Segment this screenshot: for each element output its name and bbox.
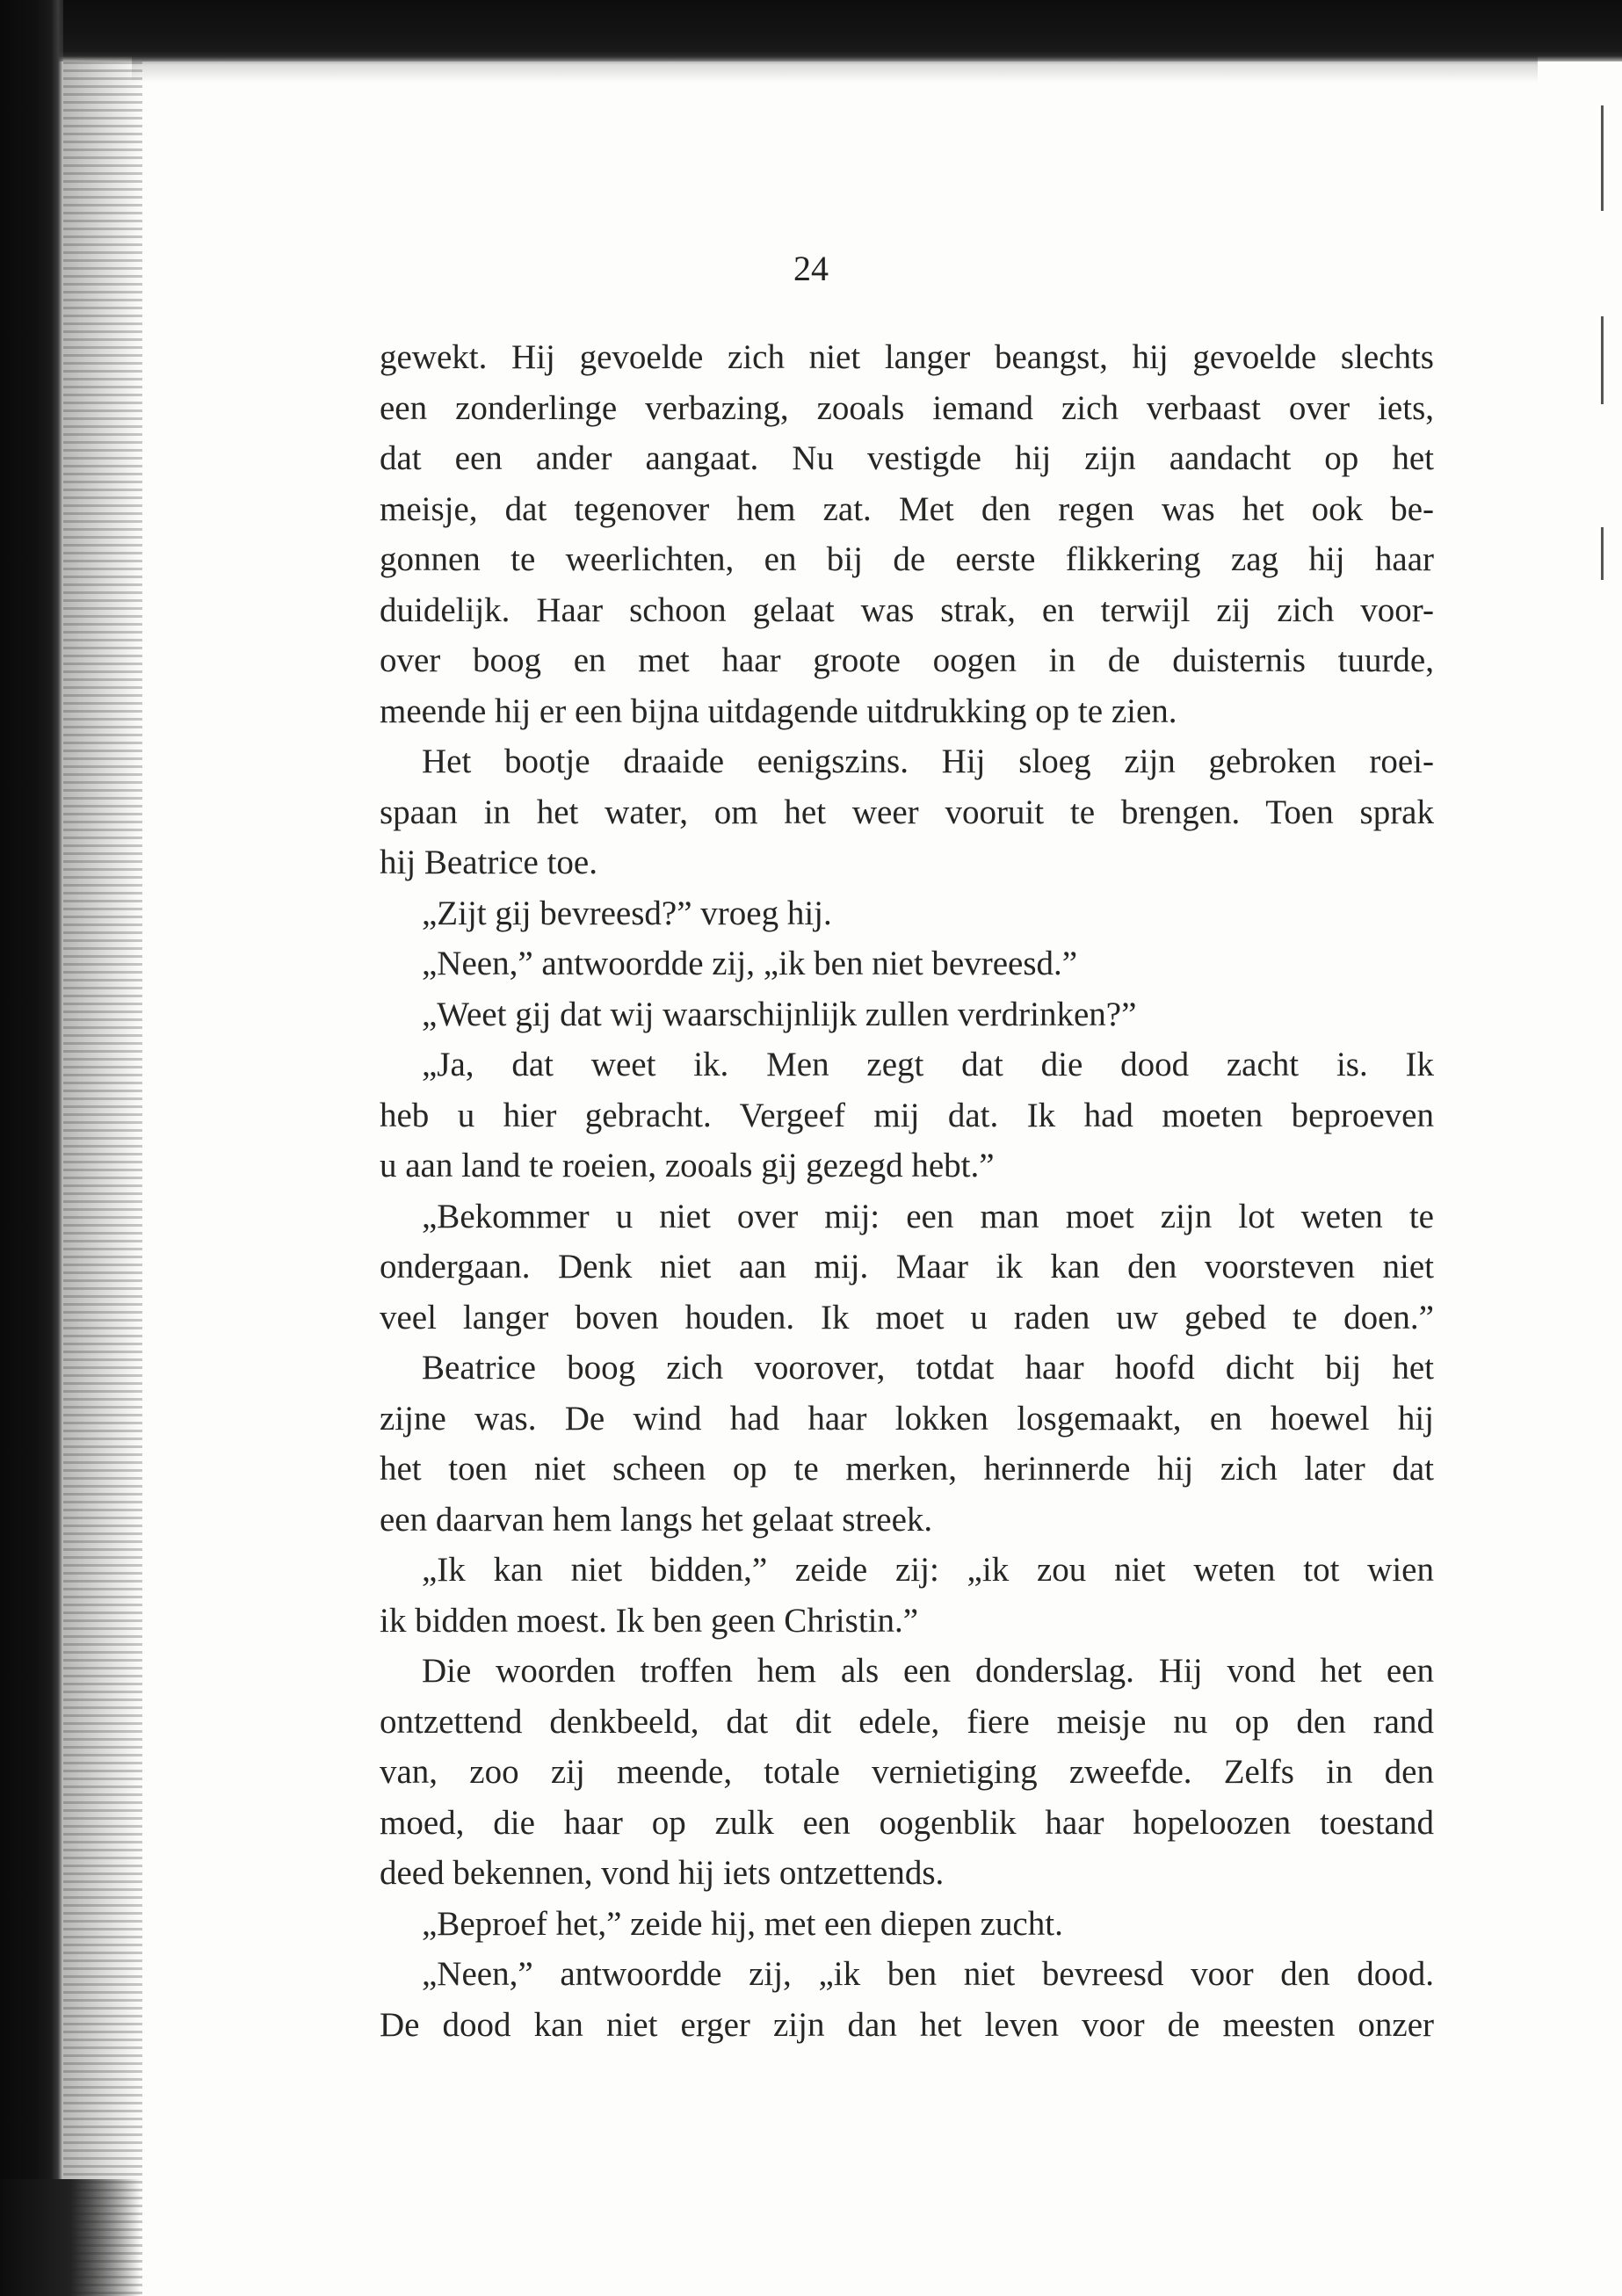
scan-binding-left (0, 0, 63, 2296)
text-line: „Ja, dat weet ik. Men zegt dat die dood zacht is. Ik (422, 1046, 1434, 1083)
body-text (380, 332, 1434, 2050)
text-line: ik bidden moest. Ik ben geen Christin.” (380, 1601, 919, 1640)
text-line: gewekt. Hij gevoelde zich niet langer beangst, hij gevoelde slechts (380, 338, 1434, 376)
text-line: u aan land te roeien, zooals gij gezegd hebt.” (380, 1147, 995, 1184)
text-line: „Bekommer u niet over mij: een man moet zijn lot weten te (422, 1197, 1434, 1235)
text-line: veel langer boven houden. Ik moet u raden uw gebed te doen.” (380, 1298, 1434, 1336)
scan-edge-mark-right (1601, 527, 1604, 580)
text-line: van, zoo zij meende, totale vernietiging zweefde. Zelfs in den (380, 1753, 1434, 1791)
text-line: duidelijk. Haar schoon gelaat was strak, en terwijl zij zich voor- (380, 590, 1434, 629)
text-line: ondergaan. Denk niet aan mij. Maar ik kan den voorsteven niet (380, 1248, 1434, 1286)
text-line: „Ik kan niet bidden,” zeide zij: „ik zou niet weten tot wien (422, 1551, 1434, 1589)
text-line: De dood kan niet erger zijn dan het leven voor de meesten onzer (380, 2005, 1434, 2044)
text-line: „Zijt gij bevreesd?” vroeg hij. (422, 894, 832, 932)
text-line: ontzettend denkbeeld, dat dit edele, fiere meisje nu op den rand (380, 1702, 1434, 1741)
text-line: over boog en met haar groote oogen in de duisternis tuurde, (380, 641, 1434, 679)
text-line: „Neen,” antwoordde zij, „ik ben niet bevreesd voor den dood. (422, 1955, 1434, 1993)
text-line: heb u hier gebracht. Vergeef mij dat. Ik had moeten beproeven (380, 1096, 1434, 1134)
text-line: spaan in het water, om het weer vooruit te brengen. Toen sprak (380, 793, 1434, 831)
text-line: meende hij er een bijna uitdagende uitdrukking op te zien. (380, 692, 1177, 730)
text-line: een daarvan hem langs het gelaat streek. (380, 1500, 933, 1539)
text-line: moed, die haar op zulk een oogenblik haar hopeloozen toestand (380, 1803, 1434, 1842)
text-line: Het bootje draaide eenigszins. Hij sloeg zijn gebroken roei- (422, 742, 1434, 780)
page-number: 24 (793, 249, 829, 288)
text-line: „Weet gij dat wij waarschijnlijk zullen verdrinken?” (422, 995, 1137, 1033)
text-line: Die woorden troffen hem als een donderslag. Hij vond het een (422, 1652, 1434, 1690)
text-line: deed bekennen, vond hij iets ontzettends. (380, 1854, 945, 1892)
text-line: zijne was. De wind had haar lokken losgemaakt, en hoewel hij (380, 1399, 1434, 1438)
scan-edge-top (0, 0, 1622, 62)
text-line: Beatrice boog zich voorover, totdat haar hoofd dicht bij het (422, 1349, 1434, 1387)
text-line: gonnen te weerlichten, en bij de eerste flikkering zag hij haar (380, 540, 1434, 578)
scan-edge-mark-right (1601, 316, 1604, 404)
text-line: het toen niet scheen op te merken, herinnerde hij zich later dat (380, 1450, 1434, 1488)
text-line: dat een ander aangaat. Nu vestigde hij zijn aandacht op het (380, 439, 1434, 477)
text-line: hij Beatrice toe. (380, 844, 597, 881)
text-line: „Neen,” antwoordde zij, „ik ben niet bevreesd.” (422, 945, 1078, 982)
text-line: „Beproef het,” zeide hij, met een diepen zucht. (422, 1904, 1063, 1943)
text-line: een zonderlinge verbazing, zooals iemand zich verbaast over iets, (380, 388, 1434, 427)
scan-edge-mark-right (1601, 105, 1604, 211)
text-line: meisje, dat tegenover hem zat. Met den regen was het ook be- (380, 489, 1434, 528)
scan-binding-shadow (63, 62, 142, 2296)
scan-corner-bottom-left (0, 2179, 141, 2296)
